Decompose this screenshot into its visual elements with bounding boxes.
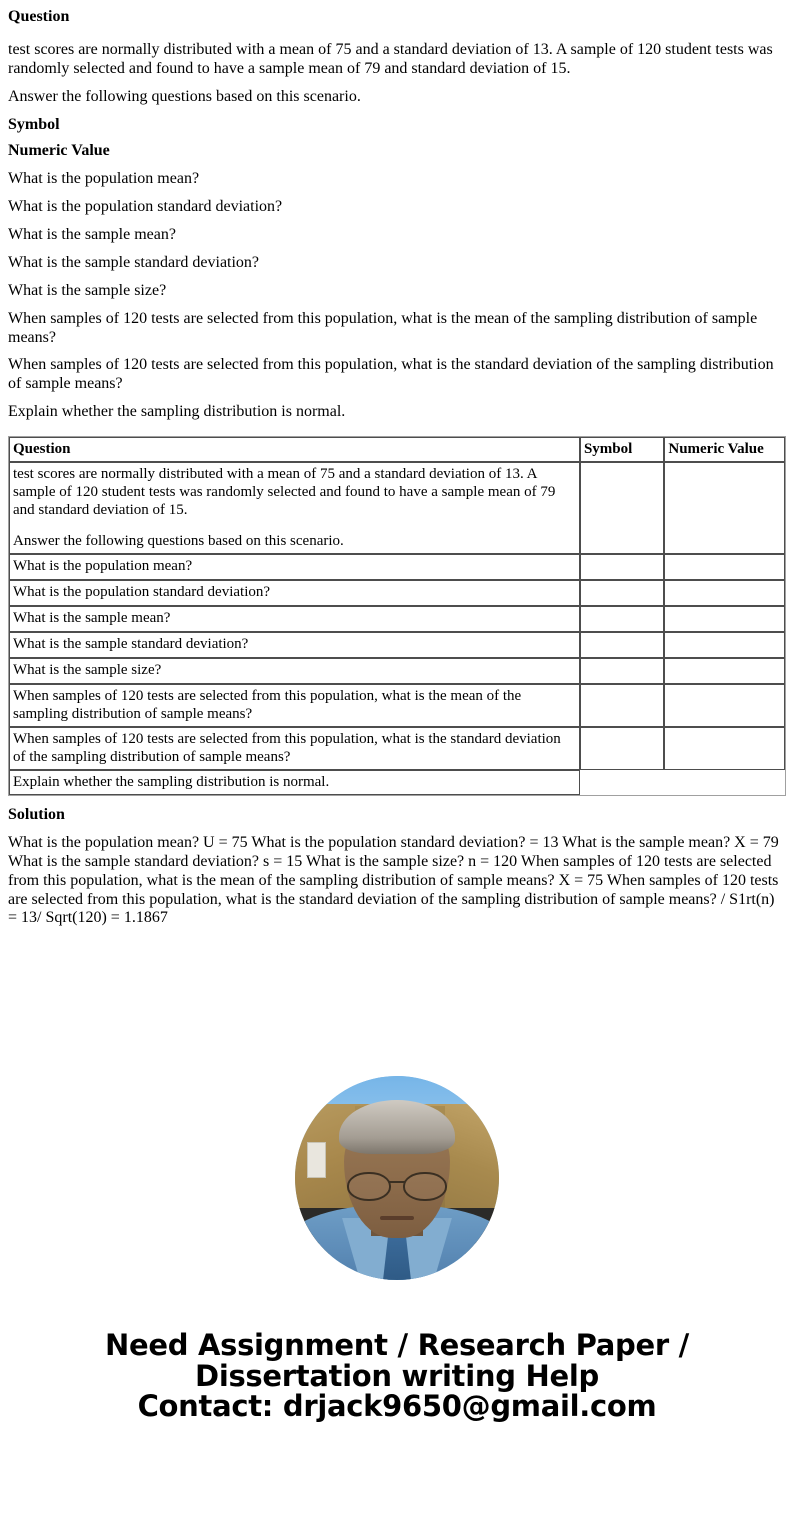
table-cell-question	[9, 462, 580, 554]
heading-numeric-value: Numeric Value	[8, 142, 110, 160]
heading-symbol: Symbol	[8, 115, 60, 133]
table-cell-numeric-value[interactable]	[664, 658, 785, 684]
table-row-last	[9, 770, 785, 795]
question-item: What is the population mean?	[8, 170, 200, 188]
table-row	[9, 554, 785, 580]
table-cell-question: When samples of 120 tests are selected from this population, what is the standard deviation of the sampling distribution of sample means?	[9, 727, 580, 770]
table-cell-symbol[interactable]	[580, 462, 664, 554]
avatar	[295, 1076, 499, 1280]
table-cell-symbol[interactable]	[580, 580, 664, 606]
table-row	[9, 658, 785, 684]
table-cell-blank	[580, 770, 664, 795]
cta-line-1: Need Assignment / Research Paper / Dissertation writing Help	[105, 1328, 689, 1393]
question-table	[8, 436, 786, 796]
table-header-row	[9, 437, 785, 462]
table-header-numeric-value: Numeric Value	[664, 437, 785, 462]
table-cell-numeric-value[interactable]	[664, 606, 785, 632]
question-item: When samples of 120 tests are selected from this population, what is the mean of the sampling distribution of sample means?	[8, 309, 758, 346]
table-cell-question: What is the sample size?	[9, 658, 580, 684]
table-row	[9, 684, 785, 727]
table-cell-numeric-value[interactable]	[664, 727, 785, 770]
table-row-intro	[9, 462, 785, 554]
table-cell-question: What is the population standard deviation?	[9, 580, 580, 606]
table-header-question: Question	[9, 437, 580, 462]
document-page	[0, 8, 794, 1452]
page-title: Question	[8, 8, 70, 25]
table-row	[9, 580, 785, 606]
avatar-glasses-lens-right	[403, 1172, 447, 1201]
avatar-glasses-lens-left	[347, 1172, 391, 1201]
table-cell-symbol[interactable]	[580, 727, 664, 770]
question-item: When samples of 120 tests are selected from this population, what is the standard deviation of the sampling distribution of sample means?	[8, 356, 774, 393]
table-cell-symbol[interactable]	[580, 554, 664, 580]
avatar-container	[8, 1076, 786, 1280]
table-cell-numeric-value[interactable]	[664, 684, 785, 727]
cta-line-2: Contact: drjack9650@gmail.com	[137, 1389, 657, 1424]
question-item: What is the sample size?	[8, 281, 167, 299]
table-cell-symbol[interactable]	[580, 658, 664, 684]
table-cell-numeric-value[interactable]	[664, 462, 785, 554]
table-cell-symbol[interactable]	[580, 606, 664, 632]
table-cell-numeric-value[interactable]	[664, 554, 785, 580]
avatar-mouth	[380, 1216, 414, 1220]
intro-cell-line1: test scores are normally distributed with a mean of 75 and a standard deviation of 13. A sample of 120 student tests was randomly selected and found to have a sample mean of 79 and standard deviation of 15.	[13, 466, 556, 518]
question-item: What is the population standard deviation?	[8, 198, 283, 216]
avatar-glasses	[345, 1172, 449, 1198]
table-cell-question: What is the population mean?	[9, 554, 580, 580]
table-cell-blank	[664, 770, 785, 795]
question-item: What is the sample mean?	[8, 226, 176, 243]
table-cell-question: Explain whether the sampling distribution is normal.	[9, 770, 580, 795]
table-cell-question: What is the sample standard deviation?	[9, 632, 580, 658]
table-cell-question: When samples of 120 tests are selected from this population, what is the mean of the sampling distribution of sample means?	[9, 684, 580, 727]
table-cell-question: What is the sample mean?	[9, 606, 580, 632]
table-cell-symbol[interactable]	[580, 632, 664, 658]
solution-body: What is the population mean? U = 75 What is the population standard deviation? = 13 What is the sample mean? X = 79 What is the sample standard deviation? s = 15 What is the sample size? n = 120 When samples of 120 tests are selected from this population, what is the mean of the sampling distribution of sample means? X = 75 When samples of 120 tests are selected from this population, what is the standard deviation of the sampling distribution of sample means? / S1rt(n) = 13/ Sqrt(120) = 1.1867	[8, 833, 779, 927]
intro-cell-line2: Answer the following questions based on this scenario.	[13, 533, 344, 549]
table-cell-numeric-value[interactable]	[664, 632, 785, 658]
table-row	[9, 727, 785, 770]
instruction-paragraph: Answer the following questions based on this scenario.	[8, 87, 361, 105]
table-row	[9, 606, 785, 632]
avatar-glasses-bridge	[389, 1181, 405, 1183]
table-cell-symbol[interactable]	[580, 684, 664, 727]
cta-block	[8, 1330, 786, 1451]
table-cell-numeric-value[interactable]	[664, 580, 785, 606]
table-row	[9, 632, 785, 658]
question-item: What is the sample standard deviation?	[8, 253, 260, 271]
table-header-symbol: Symbol	[580, 437, 664, 462]
question-item: Explain whether the sampling distribution is normal.	[8, 403, 346, 421]
avatar-background-switch	[307, 1142, 326, 1178]
intro-paragraph: test scores are normally distributed with a mean of 75 and a standard deviation of 13. A sample of 120 student tests was randomly selected and found to have a sample mean of 79 and standard deviation of 15.	[8, 40, 773, 77]
solution-heading: Solution	[8, 806, 65, 823]
